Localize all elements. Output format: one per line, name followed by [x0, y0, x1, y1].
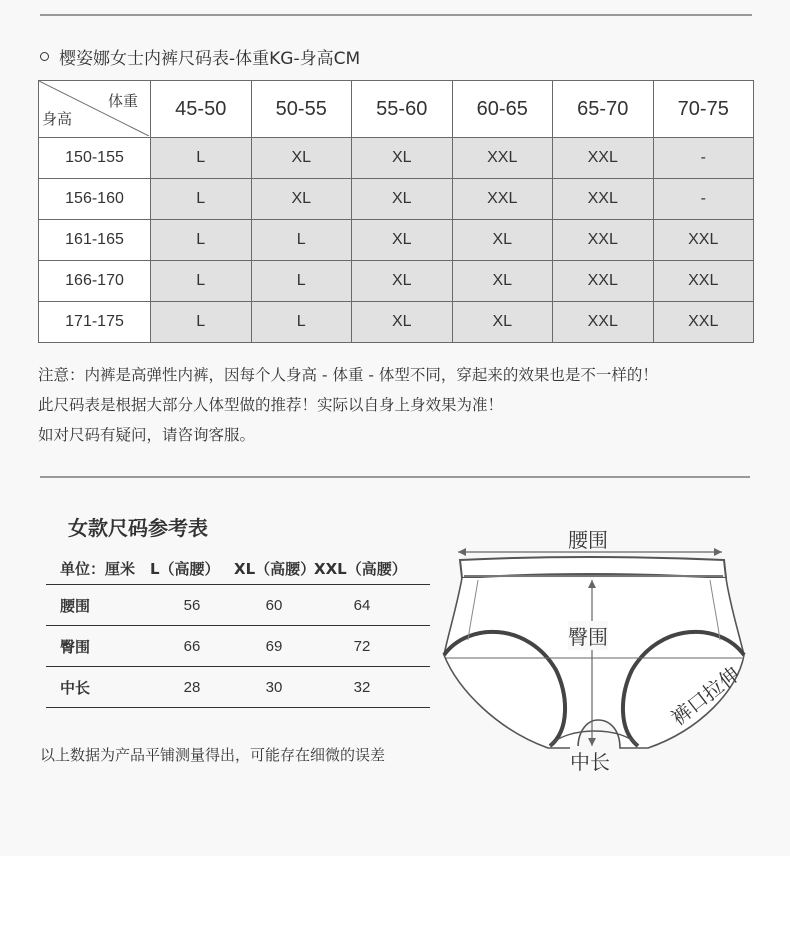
- measure-value: 28: [183, 678, 201, 696]
- size-chart-row: [39, 261, 754, 302]
- size-cell: XXL: [452, 179, 553, 220]
- size-chart-row: [39, 138, 754, 179]
- unit-label: 单位：厘米: [60, 559, 136, 578]
- size-chart-header-row: [39, 81, 754, 138]
- measure-value: 72: [353, 637, 371, 655]
- size-cell: XXL: [653, 302, 754, 343]
- col-xxl-header: XXL（高腰）: [314, 559, 407, 578]
- size-cell: XXL: [452, 138, 553, 179]
- size-cell: -: [653, 179, 754, 220]
- size-chart-row: [39, 220, 754, 261]
- measure-name: 臀围: [60, 637, 91, 656]
- size-cell: XL: [251, 179, 352, 220]
- size-cell: L: [251, 302, 352, 343]
- leg-stretch-label: 裤口拉伸: [666, 661, 745, 731]
- height-row-header: 166-170: [39, 261, 151, 302]
- middle-divider: [40, 476, 750, 478]
- size-cell: L: [251, 220, 352, 261]
- corner-height-label: 身高: [42, 110, 73, 128]
- measure-row: [46, 667, 430, 708]
- size-cell: XXL: [653, 220, 754, 261]
- weight-col-header: 70-75: [653, 81, 754, 138]
- size-cell: XL: [352, 138, 453, 179]
- measure-value: 69: [265, 637, 283, 655]
- size-cell: XL: [352, 302, 453, 343]
- fit-note: [38, 360, 658, 450]
- top-divider: [40, 14, 752, 16]
- size-cell: -: [653, 138, 754, 179]
- waist-arrow-left-head: [458, 548, 466, 556]
- size-cell: XL: [352, 179, 453, 220]
- weight-col-header: 50-55: [251, 81, 352, 138]
- size-cell: L: [151, 220, 252, 261]
- waistband: [460, 557, 726, 578]
- measure-table-title: 女款尺码参考表: [68, 516, 208, 540]
- weight-col-header: 65-70: [553, 81, 654, 138]
- size-cell: XXL: [653, 261, 754, 302]
- size-cell: L: [151, 261, 252, 302]
- measure-row: [46, 626, 430, 667]
- measure-table: [46, 552, 430, 708]
- measure-row: [46, 585, 430, 626]
- measure-value: 64: [353, 596, 371, 614]
- size-cell: XL: [352, 220, 453, 261]
- col-l-header: L（高腰）: [150, 559, 220, 578]
- size-cell: XXL: [553, 179, 654, 220]
- measure-footnote: 以上数据为产品平铺测量得出，可能存在细微的误差: [40, 746, 386, 764]
- corner-weight-label: 体重: [107, 92, 138, 110]
- size-cell: XXL: [553, 138, 654, 179]
- weight-col-header: 45-50: [151, 81, 252, 138]
- size-cell: L: [151, 179, 252, 220]
- height-row-header: 150-155: [39, 138, 151, 179]
- measure-table-header: [46, 552, 430, 585]
- size-cell: L: [151, 138, 252, 179]
- size-chart-title-text: 樱姿娜女士内裤尺码表-体重KG-身高CM: [59, 49, 361, 69]
- size-cell: XL: [452, 302, 553, 343]
- col-xl-header: XL（高腰）: [234, 559, 316, 578]
- size-cell: XXL: [553, 302, 654, 343]
- measure-value: 60: [265, 596, 283, 614]
- hip-label: 臀围: [568, 621, 608, 650]
- height-row-header: 161-165: [39, 220, 151, 261]
- bullet-icon: [40, 52, 49, 61]
- waist-arrow-right-head: [714, 548, 722, 556]
- size-cell: L: [151, 302, 252, 343]
- weight-col-header: 60-65: [452, 81, 553, 138]
- fit-note-line: 注意：内裤是高弹性内裤，因每个人身高 - 体重 - 体型不同，穿起来的效果也是不一样的！: [38, 366, 658, 384]
- size-cell: XL: [251, 138, 352, 179]
- size-chart-row: [39, 179, 754, 220]
- size-cell: XL: [352, 261, 453, 302]
- size-chart-table: [38, 80, 754, 343]
- measure-value: 56: [183, 596, 201, 614]
- size-cell: XXL: [553, 261, 654, 302]
- weight-col-header: 55-60: [352, 81, 453, 138]
- corner-cell: [39, 81, 151, 138]
- length-label: 中长: [570, 746, 610, 775]
- size-cell: XL: [452, 261, 553, 302]
- measure-value: 32: [353, 678, 371, 696]
- briefs-body: [444, 578, 744, 748]
- height-row-header: 156-160: [39, 179, 151, 220]
- measure-value: 66: [183, 637, 201, 655]
- measure-name: 腰围: [60, 596, 91, 615]
- size-cell: XXL: [553, 220, 654, 261]
- size-chart-row: [39, 302, 754, 343]
- height-row-header: 171-175: [39, 302, 151, 343]
- size-cell: L: [251, 261, 352, 302]
- measure-name: 中长: [60, 678, 91, 697]
- fit-note-line: 此尺码表是根据大部分人体型做的推荐！实际以自身上身效果为准！: [38, 396, 504, 414]
- measure-value: 30: [265, 678, 283, 696]
- size-cell: XL: [452, 220, 553, 261]
- fit-note-line: 如对尺码有疑问，请咨询客服。: [38, 426, 256, 444]
- waist-label: 腰围: [568, 528, 608, 552]
- length-arrow-bottom-head: [588, 738, 596, 746]
- size-chart-title: [40, 44, 360, 69]
